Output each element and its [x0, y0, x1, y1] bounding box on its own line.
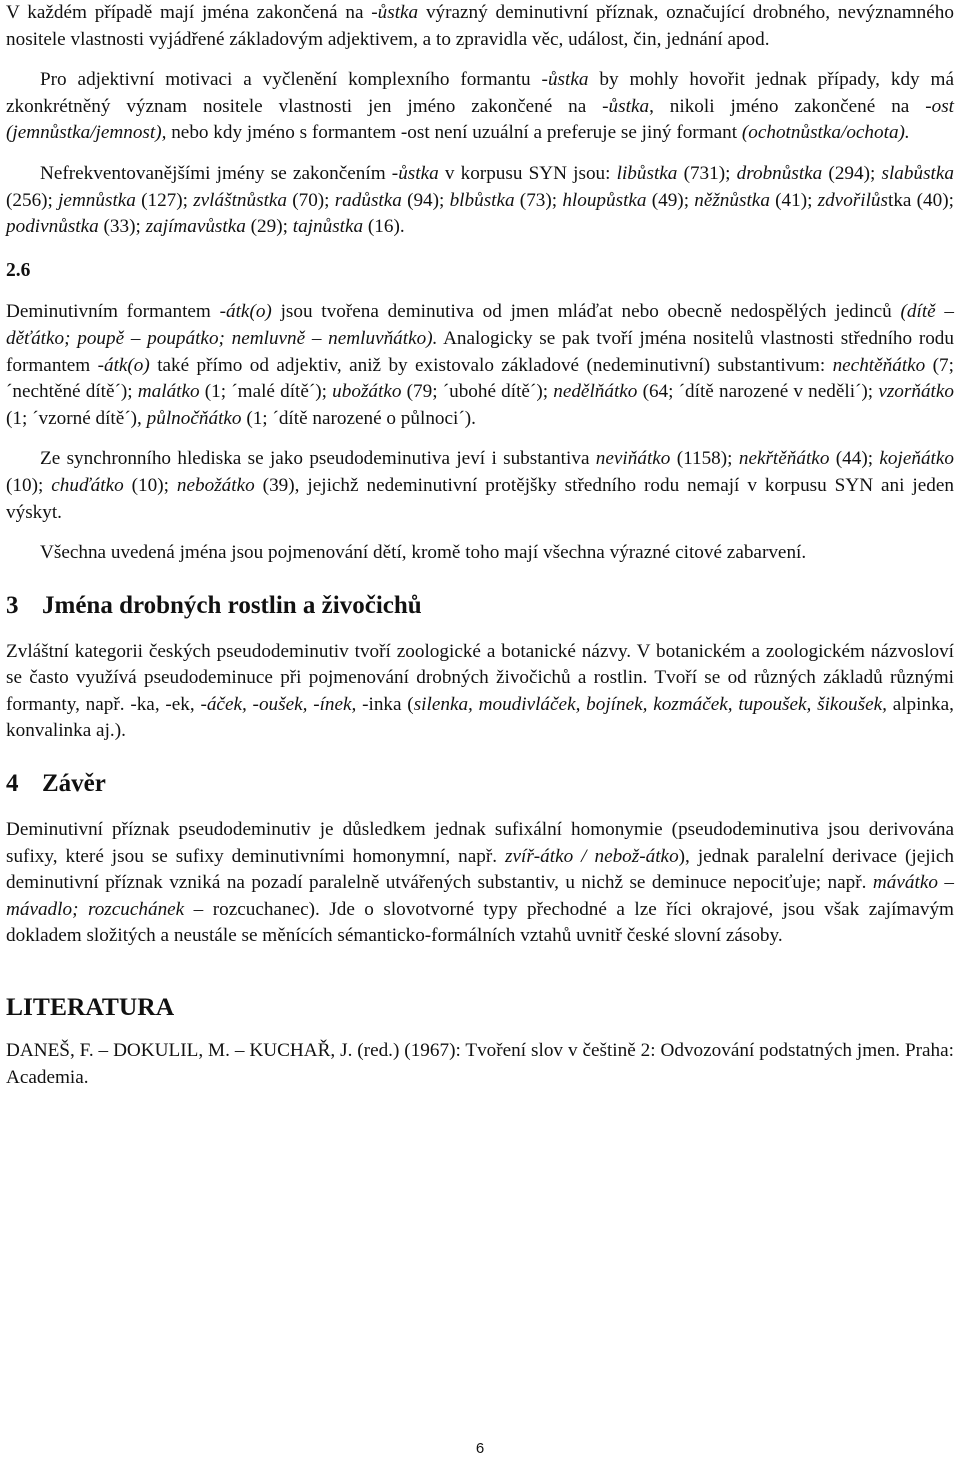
italic-run: -áček, -oušek, -ínek, — [200, 693, 357, 715]
paragraph-adjective-motivation — [6, 67, 954, 147]
reference-entry — [6, 1038, 954, 1091]
italic-run: nedělňátko — [553, 381, 638, 403]
italic-run: átk(o) — [103, 354, 150, 376]
text-run: , nikoli jméno zakončené na — [649, 95, 926, 117]
italic-run: zajímavůstka — [145, 216, 246, 238]
text-run: Deminutivní příznak pseudodeminutiv je důsledkem jednak sufixální homonymie (pseudodeminutiva jsou derivována sufixy, které jsou se sufixy deminutivními homonymní, např. — [6, 819, 954, 867]
text-run: – rozcuchanec). Jde o slovotvorné typy přechodné a lze říci okrajové, jsou však zajímavým dokladem složitých a neustále se měnících sémanticko-formálních vztahů uvnitř české slovní zásoby. — [6, 898, 954, 947]
text-run: (1; ´dítě narozené o půlnoci´). — [241, 407, 476, 429]
text-run: (10); — [6, 474, 52, 496]
italic-run: nekřtěňátko — [738, 448, 830, 470]
italic-run: chuďátko — [51, 474, 124, 496]
text-run: (94); — [401, 189, 450, 211]
text-run: (44); — [829, 448, 880, 470]
italic-run: zvíř-átko / nebož-átko — [505, 845, 679, 867]
section-heading-4 — [6, 769, 954, 799]
italic-run: -ost (jemnůstka/jemnost), — [6, 95, 954, 144]
text-run: (16). — [363, 216, 405, 238]
literature-heading: LITERATURA — [6, 992, 175, 1022]
italic-run: zvláštnůstka — [193, 189, 288, 211]
italic-run: ůstka — [608, 95, 650, 117]
text-run: (1158); — [670, 448, 739, 470]
text-run: (294); — [822, 162, 882, 184]
text-run: Ze synchronního hlediska se jako pseudodeminutiva jeví i substantiva — [40, 448, 596, 470]
text-run: jsou tvořena deminutiva od jmen mláďat nebo obecně nedospělých jedinců — [271, 301, 901, 323]
italic-run: hloupůstka — [562, 189, 647, 211]
italic-run: libůstka — [616, 162, 678, 184]
section-4-number: 4 — [6, 770, 19, 798]
text-run: Nefrekventovanějšími jmény se zakončením - — [40, 162, 399, 184]
text-run: (70); — [287, 189, 335, 211]
section-heading-3 — [6, 591, 954, 621]
italic-run: radůstka — [334, 189, 402, 211]
text-run: (73); — [514, 189, 563, 211]
text-run: (1; ´vzorné dítě´), — [6, 407, 147, 429]
paragraph-zoological-botanical — [6, 639, 954, 745]
italic-run: ubožátko — [332, 381, 402, 403]
italic-run: silenka, moudivláček, bojínek, kozmáček, tupoušek, šikoušek, — [413, 693, 887, 715]
text-run: alpinka, konvalinka aj.). — [6, 693, 954, 742]
paragraph-atko-formant — [6, 299, 954, 432]
italic-run: (ochotnůstka/ochota). — [741, 122, 910, 144]
text-run: výrazný deminutivní příznak, označující drobného, nevýznamného nositele vlastnosti vyjádřené základovým adjektivem, a to zpravidla věc, událost, čin, jednání apod. — [6, 2, 954, 50]
text-run: V každém případě mají jména zakončená na - — [6, 2, 378, 23]
text-run: (1; ´malé dítě´); — [199, 381, 333, 403]
paragraph-children-names — [6, 540, 954, 567]
text-run: (7; ´nechtěné dítě´); — [6, 354, 954, 403]
italic-run: malátko — [137, 381, 200, 403]
paragraph-conclusion — [6, 817, 954, 950]
section-3-number: 3 — [6, 591, 19, 619]
text-run: (49); — [646, 189, 695, 211]
paragraph-frequent-names — [6, 161, 954, 241]
italic-run: neviňátko — [595, 448, 671, 470]
text-run: DANEŠ, F. – DOKULIL, M. – KUCHAŘ, J. (red.) (1967): Tvoření slov v češtině 2: Odvozování podstatných jmen. Praha: Academia. — [6, 1040, 954, 1088]
italic-run: ůstka — [398, 162, 439, 184]
text-run: také přímo od adjektiv, aniž by existovalo základové (nedeminutivní) substantivum: — [149, 354, 833, 376]
italic-run: kojeňátko — [879, 448, 954, 470]
page-number: 6 — [475, 1440, 485, 1457]
text-run: Deminutivním formantem - — [6, 301, 226, 323]
section-number-2-6: 2.6 — [6, 259, 31, 281]
text-run: (127); — [135, 189, 194, 211]
text-run: Analogicky se pak tvoří jména nositelů vlastnosti středního rodu formantem - — [6, 327, 954, 376]
text-run: tka (40); — [888, 189, 954, 211]
italic-run: podivnůstka — [6, 216, 99, 238]
text-run: Všechna uvedená jména jsou pojmenování dětí, kromě toho mají všechna výrazné citové zabarvení. — [40, 542, 807, 564]
italic-run: nebožátko — [176, 474, 255, 496]
text-run: (39), jejichž nedeminutivní protějšky středního rodu nemají v korpusu SYN ani jeden výskyt. — [6, 474, 954, 523]
italic-run: ůstka — [377, 2, 419, 23]
text-run: (79; ´ubohé dítě´); — [401, 381, 554, 403]
section-3-title: Jména drobných rostlin a živočichů — [42, 591, 422, 619]
paragraph-ustka-meaning — [6, 0, 954, 53]
text-run: (256); — [6, 189, 59, 211]
text-run: nebo kdy jméno s formantem -ost není uzuální a preferuje se jiný formant — [166, 122, 742, 144]
italic-run: něžnůstka — [694, 189, 770, 211]
italic-run: blbůstka — [449, 189, 515, 211]
italic-run: půlnočňátko — [146, 407, 242, 429]
text-run: (64; ´dítě narozené v neděli´); — [637, 381, 879, 403]
text-run: Zvláštní kategorii českých pseudodeminutiv tvoří zoologické a botanické názvy. V botanickém a zoologickém názvosloví se často využívá pseudodeminuce při pojmenování drobných živočichů a rostlin. Tvoří se od různých základů různými formanty, např. -ka, -ek, — [6, 640, 954, 715]
italic-run: zdvořilůs — [817, 189, 888, 211]
text-run: (731); — [677, 162, 737, 184]
section-4-title: Závěr — [42, 770, 106, 798]
text-run: (41); — [769, 189, 818, 211]
italic-run: mávátko – mávadlo; rozcuchánek — [6, 872, 954, 920]
italic-run: vzorňátko — [878, 381, 954, 403]
text-run: Pro adjektivní motivaci a vyčlenění komplexního formantu - — [40, 69, 548, 91]
italic-run: slabůstka — [881, 162, 954, 184]
italic-run: átk(o) — [226, 301, 272, 323]
text-run: by mohly hovořit jednak případy, kdy má zkonkrétněný význam nositele vlastnosti jen jméno zakončené na - — [6, 69, 954, 117]
text-run: (33); — [98, 216, 146, 238]
italic-run: jemnůstka — [58, 189, 136, 211]
italic-run: drobnůstka — [736, 162, 823, 184]
text-run: v korpusu SYN jsou: — [438, 162, 617, 184]
italic-run: nechtěňátko — [832, 354, 926, 376]
text-run: ), jednak paralelní derivace (jejich deminutivní příznak vzniká na pozadí paralelně utvářených substantiv, u nichž se deminuce nepociťuje; např. — [6, 845, 954, 894]
text-run: (10); — [123, 474, 177, 496]
text-run: -inka ( — [356, 693, 414, 715]
italic-run: ůstka — [547, 69, 589, 91]
italic-run: (dítě – děťátko; poupě – poupátko; nemluvně – nemluvňátko). — [6, 301, 955, 349]
text-run: (29); — [245, 216, 293, 238]
italic-run: tajnůstka — [292, 216, 364, 238]
paragraph-synchronic-view — [6, 446, 954, 526]
